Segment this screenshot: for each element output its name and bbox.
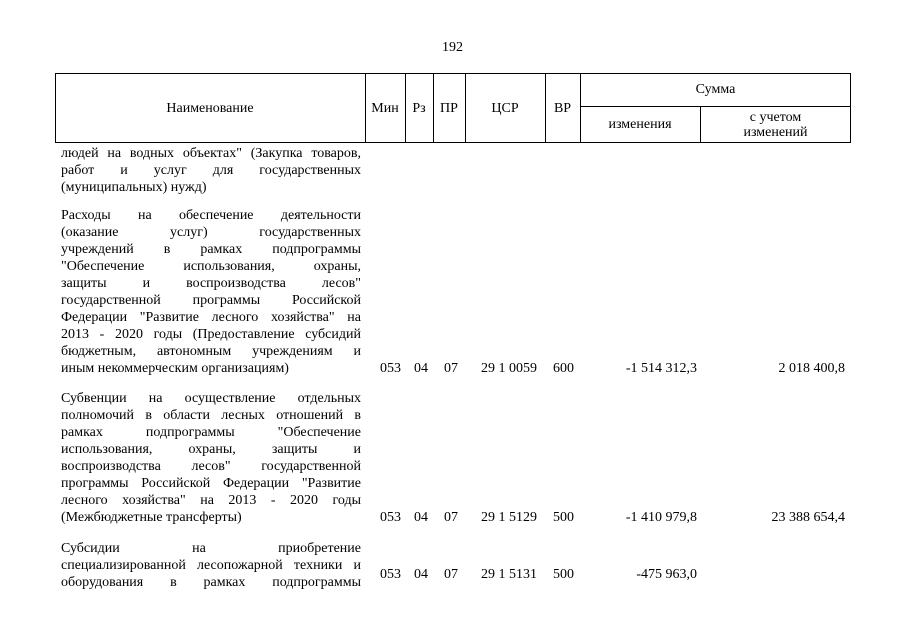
row-1-description [61,207,361,377]
row-text-line: использования, охраны, защиты и [61,442,361,457]
row-2-min: 053 [380,510,401,525]
row-3-izmeneniya: -475 963,0 [636,567,697,582]
row-2-rz: 04 [414,510,428,525]
header-csr: ЦСР [491,100,519,116]
header-s-uchetom-line1: с учетом [749,109,802,125]
header-izmeneniya: изменения [608,117,672,132]
row-text-line: программы Российской Федерации "Развитие [61,476,361,491]
row-1-rz: 04 [414,361,428,376]
row-2-vr: 500 [553,510,574,525]
row-3-vr: 500 [553,567,574,582]
page-number: 192 [442,40,463,55]
row-text-line: (Межбюджетные трансферты) [61,510,242,525]
row-1-total: 2 018 400,8 [778,361,845,376]
row-1-izmeneniya: -1 514 312,3 [625,361,697,376]
row-1-vr: 600 [553,361,574,376]
row-text-line: людей на водных объектах" (Закупка товаров, [61,146,361,161]
row-text-line: работ и услуг для государственных [61,163,361,178]
row-text-line: оборудования в рамках подпрограммы [61,575,361,590]
header-min: Мин [371,100,399,116]
row-2-pr: 07 [444,510,458,525]
row-text-line: Федерации "Развитие лесного хозяйства" на [61,310,361,325]
row-text-line: "Обеспечение использования, охраны, [61,259,361,274]
row-text-line: учреждений в рамках подпрограммы [61,242,361,257]
row-3-min: 053 [380,567,401,582]
header-vr: ВР [553,100,572,116]
row-text-line: защиты и воспроизводства лесов" [61,276,361,291]
row-text-line: государственной программы Российской [61,293,361,308]
header-pr: ПР [440,100,458,116]
row-0-description [61,145,361,196]
row-2-csr: 29 1 5129 [481,510,537,525]
row-3-csr: 29 1 5131 [481,567,537,582]
row-3-rz: 04 [414,567,428,582]
row-1-csr: 29 1 0059 [481,361,537,376]
header-summa: Сумма [695,82,736,97]
row-3-description [61,540,361,591]
row-text-line: бюджетным, автономным учреждениям и [61,344,361,359]
row-text-line: 2013 - 2020 годы (Предоставление субсидий [61,327,361,342]
row-text-line: специализированной лесопожарной техники и [61,558,361,573]
row-text-line: рамках подпрограммы "Обеспечение [61,425,361,440]
row-2-izmeneniya: -1 410 979,8 [625,510,697,525]
row-text-line: (муниципальных) нужд) [61,180,207,195]
header-rz: Рз [412,100,426,116]
row-text-line: Субвенции на осуществление отдельных [61,391,361,406]
row-text-line: Расходы на обеспечение деятельности [61,208,361,223]
header-name: Наименование [166,100,254,116]
header-s-uchetom-line2: изменений [743,124,808,140]
row-2-description [61,390,361,526]
row-1-min: 053 [380,361,401,376]
row-3-pr: 07 [444,567,458,582]
row-text-line: воспроизводства лесов" государственной [61,459,361,474]
row-text-line: полномочий в области лесных отношений в [61,408,361,423]
row-text-line: Субсидии на приобретение [61,541,361,556]
row-text-line: иным некоммерческим организациям) [61,361,289,376]
row-1-pr: 07 [444,361,458,376]
row-text-line: (оказание услуг) государственных [61,225,361,240]
row-2-total: 23 388 654,4 [771,510,845,525]
row-text-line: лесного хозяйства" на 2013 - 2020 годы [61,493,361,508]
